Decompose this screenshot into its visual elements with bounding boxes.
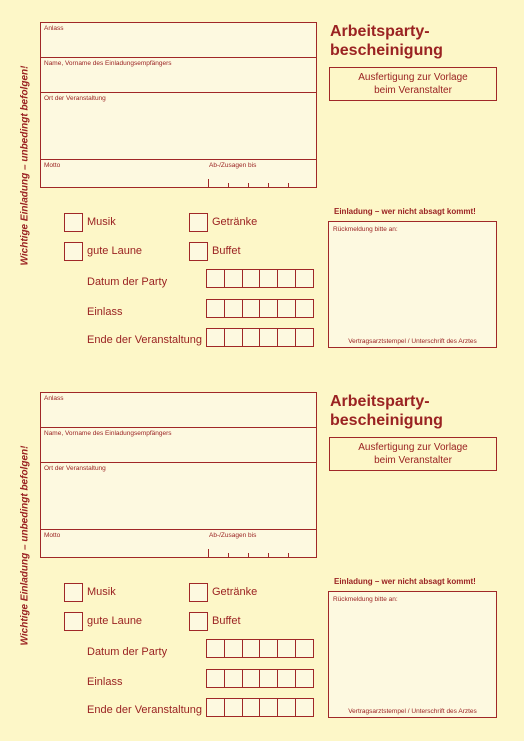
- zusagen-label: Ab-/Zusagen bis: [209, 532, 257, 539]
- title-line-1: Arbeitsparty-: [330, 393, 430, 410]
- name-field[interactable]: [41, 428, 316, 463]
- info-box: [40, 392, 317, 558]
- title-line-2: bescheinigung: [330, 42, 443, 59]
- name-field[interactable]: [41, 58, 316, 93]
- datum-field[interactable]: [206, 269, 314, 288]
- title: [330, 392, 443, 430]
- gute-laune-label: gute Laune: [87, 245, 143, 257]
- date-ticks: [208, 549, 292, 557]
- ausfertigung-line-2: beim Veranstalter: [374, 455, 452, 466]
- title-line-1: Arbeitsparty-: [330, 23, 430, 40]
- stempel-label: Vertragsarztstempel / Unterschrift des Arztes: [348, 708, 477, 715]
- ort-label: Ort der Veranstaltung: [44, 95, 106, 102]
- anlass-field[interactable]: [41, 23, 316, 58]
- einladung-note: Einladung – wer nicht absagt kommt!: [334, 577, 476, 586]
- musik-checkbox[interactable]: [64, 583, 83, 602]
- name-label: Name, Vorname des Einladungsempfängers: [44, 60, 172, 67]
- anlass-field[interactable]: [41, 393, 316, 428]
- datum-label: Datum der Party: [87, 276, 168, 288]
- einlass-label: Einlass: [87, 676, 123, 688]
- einladung-note: Einladung – wer nicht absagt kommt!: [334, 207, 476, 216]
- getraenke-checkbox[interactable]: [189, 213, 208, 232]
- getraenke-label: Getränke: [212, 586, 258, 598]
- buffet-label: Buffet: [212, 245, 241, 257]
- side-note: Wichtige Einladung – unbedingt befolgen!: [19, 445, 31, 646]
- buffet-checkbox[interactable]: [189, 612, 208, 631]
- ende-field[interactable]: [206, 698, 314, 717]
- ende-field[interactable]: [206, 328, 314, 347]
- datum-label: Datum der Party: [87, 646, 168, 658]
- ausfertigung-line-1: Ausfertigung zur Vorlage: [358, 442, 468, 453]
- ausfertigung-line-2: beim Veranstalter: [374, 85, 452, 96]
- einlass-field[interactable]: [206, 669, 314, 688]
- ort-field[interactable]: [41, 93, 316, 160]
- datum-field[interactable]: [206, 639, 314, 658]
- motto-field[interactable]: [41, 160, 316, 187]
- side-note: Wichtige Einladung – unbedingt befolgen!: [19, 65, 31, 266]
- buffet-checkbox[interactable]: [189, 242, 208, 261]
- gute-laune-label: gute Laune: [87, 615, 143, 627]
- motto-label: Motto: [44, 532, 61, 539]
- zusagen-label: Ab-/Zusagen bis: [209, 162, 257, 169]
- ausfertigung-line-1: Ausfertigung zur Vorlage: [358, 72, 468, 83]
- rueckmeldung-label: Rückmeldung bitte an:: [333, 226, 398, 233]
- motto-field[interactable]: [41, 530, 316, 557]
- title: [330, 22, 443, 60]
- date-ticks: [208, 179, 292, 187]
- getraenke-label: Getränke: [212, 216, 258, 228]
- ausfertigung-box: [329, 67, 497, 101]
- stempel-label: Vertragsarztstempel / Unterschrift des Arztes: [348, 338, 477, 345]
- einlass-field[interactable]: [206, 299, 314, 318]
- ende-label: Ende der Veranstaltung: [87, 704, 202, 716]
- title-line-2: bescheinigung: [330, 412, 443, 429]
- anlass-label: Anlass: [44, 25, 64, 32]
- gute-laune-checkbox[interactable]: [64, 242, 83, 261]
- gute-laune-checkbox[interactable]: [64, 612, 83, 631]
- ende-label: Ende der Veranstaltung: [87, 334, 202, 346]
- ort-label: Ort der Veranstaltung: [44, 465, 106, 472]
- musik-label: Musik: [87, 216, 116, 228]
- certificate-form-1: [0, 0, 524, 370]
- einlass-label: Einlass: [87, 306, 123, 318]
- name-label: Name, Vorname des Einladungsempfängers: [44, 430, 172, 437]
- rueckmeldung-box[interactable]: [328, 591, 497, 718]
- musik-label: Musik: [87, 586, 116, 598]
- certificate-form-2: [0, 370, 524, 740]
- info-box: [40, 22, 317, 188]
- buffet-label: Buffet: [212, 615, 241, 627]
- anlass-label: Anlass: [44, 395, 64, 402]
- getraenke-checkbox[interactable]: [189, 583, 208, 602]
- rueckmeldung-label: Rückmeldung bitte an:: [333, 596, 398, 603]
- ausfertigung-box: [329, 437, 497, 471]
- rueckmeldung-box[interactable]: [328, 221, 497, 348]
- musik-checkbox[interactable]: [64, 213, 83, 232]
- motto-label: Motto: [44, 162, 61, 169]
- ort-field[interactable]: [41, 463, 316, 530]
